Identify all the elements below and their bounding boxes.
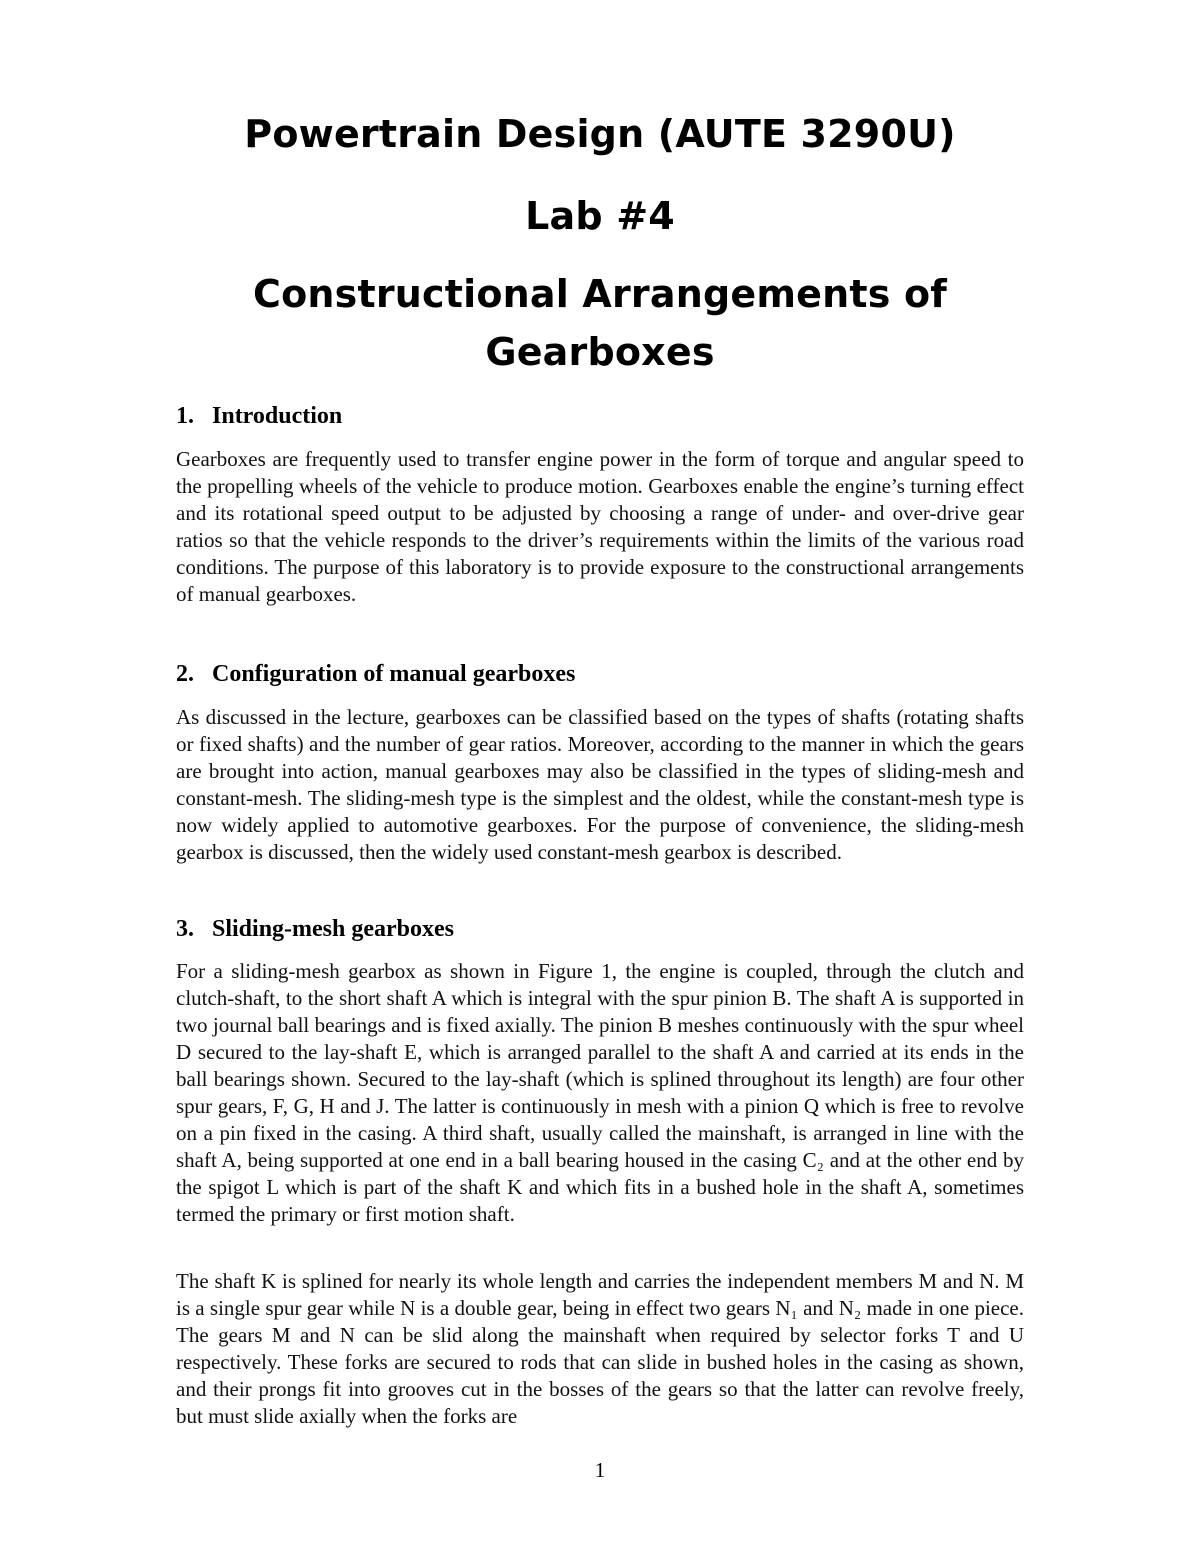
section-heading-text: Introduction — [212, 403, 343, 429]
lab-title-line-2: Gearboxes — [485, 330, 715, 374]
lab-title-line-1: Constructional Arrangements of — [252, 272, 948, 316]
page-number: 1 — [594, 1458, 606, 1482]
section-heading-sliding-mesh — [176, 916, 454, 943]
section-number: 2. — [176, 661, 194, 687]
section-number: 3. — [176, 916, 194, 942]
sliding-mesh-paragraph-1: For a sliding-mesh gearbox as shown in Figure 1, the engine is coupled, through the clutch and clutch-shaft, to the short shaft A which is integral with the spur pinion B. The shaft A is supported in two journal ball bearings and is fixed axially. The pinion B meshes continuously with the spur wheel D secured to the lay-shaft E, which is arranged parallel to the shaft A and carried at its ends in the ball bearings shown. Secured to the lay-shaft (which is splined throughout its length) are four other spur gears, F, G, H and J. The latter is continuously in mesh with a pinion Q which is free to revolve on a pin fixed in the casing. A third shaft, usually called the mainshaft, is arranged in line with the shaft A, being supported at one end in a ball bearing housed in the casing C₂ and at the other end by the spigot L which is part of the shaft K and which fits in a bushed hole in the shaft A, sometimes termed the primary or first motion shaft. — [176, 959, 1024, 1226]
configuration-paragraph: As discussed in the lecture, gearboxes can be classified based on the types of shafts (rotating shafts or fixed shafts) and the number of gear ratios. Moreover, according to the manner in which the gears are brought into action, manual gearboxes may also be classified in the types of sliding-mesh and constant-mesh. The sliding-mesh type is the simplest and the oldest, while the constant-mesh type is now widely applied to automotive gearboxes. For the purpose of convenience, the sliding-mesh gearbox is discussed, then the widely used constant-mesh gearbox is described. — [176, 705, 1024, 864]
introduction-paragraph: Gearboxes are frequently used to transfer engine power in the form of torque and angular speed to the propelling wheels of the vehicle to produce motion. Gearboxes enable the engine’s turning effect and its rotational speed output to be adjusted by choosing a range of under- and over-drive gear ratios so that the vehicle responds to the driver’s requirements within the limits of the various road conditions. The purpose of this laboratory is to provide exposure to the constructional arrangements of manual gearboxes. — [176, 447, 1024, 606]
lab-number: Lab #4 — [525, 194, 675, 238]
section-heading-text: Configuration of manual gearboxes — [212, 661, 576, 687]
section-heading-text: Sliding-mesh gearboxes — [212, 916, 455, 942]
sliding-mesh-paragraph-2: The shaft K is splined for nearly its whole length and carries the independent members M and N. M is a single spur gear while N is a double gear, being in effect two gears N₁ and N₂ made in one piece. The gears M and N can be slid along the mainshaft when required by selector forks T and U respectively. These forks are secured to rods that can slide in bushed holes in the casing as shown, and their prongs fit into grooves cut in the bosses of the gears so that the latter can revolve freely, but must slide axially when the forks are — [176, 1269, 1024, 1428]
section-number: 1. — [176, 403, 194, 429]
section-heading-configuration — [176, 661, 575, 688]
section-heading-introduction — [176, 403, 342, 430]
course-title: Powertrain Design (AUTE 3290U) — [244, 112, 956, 156]
